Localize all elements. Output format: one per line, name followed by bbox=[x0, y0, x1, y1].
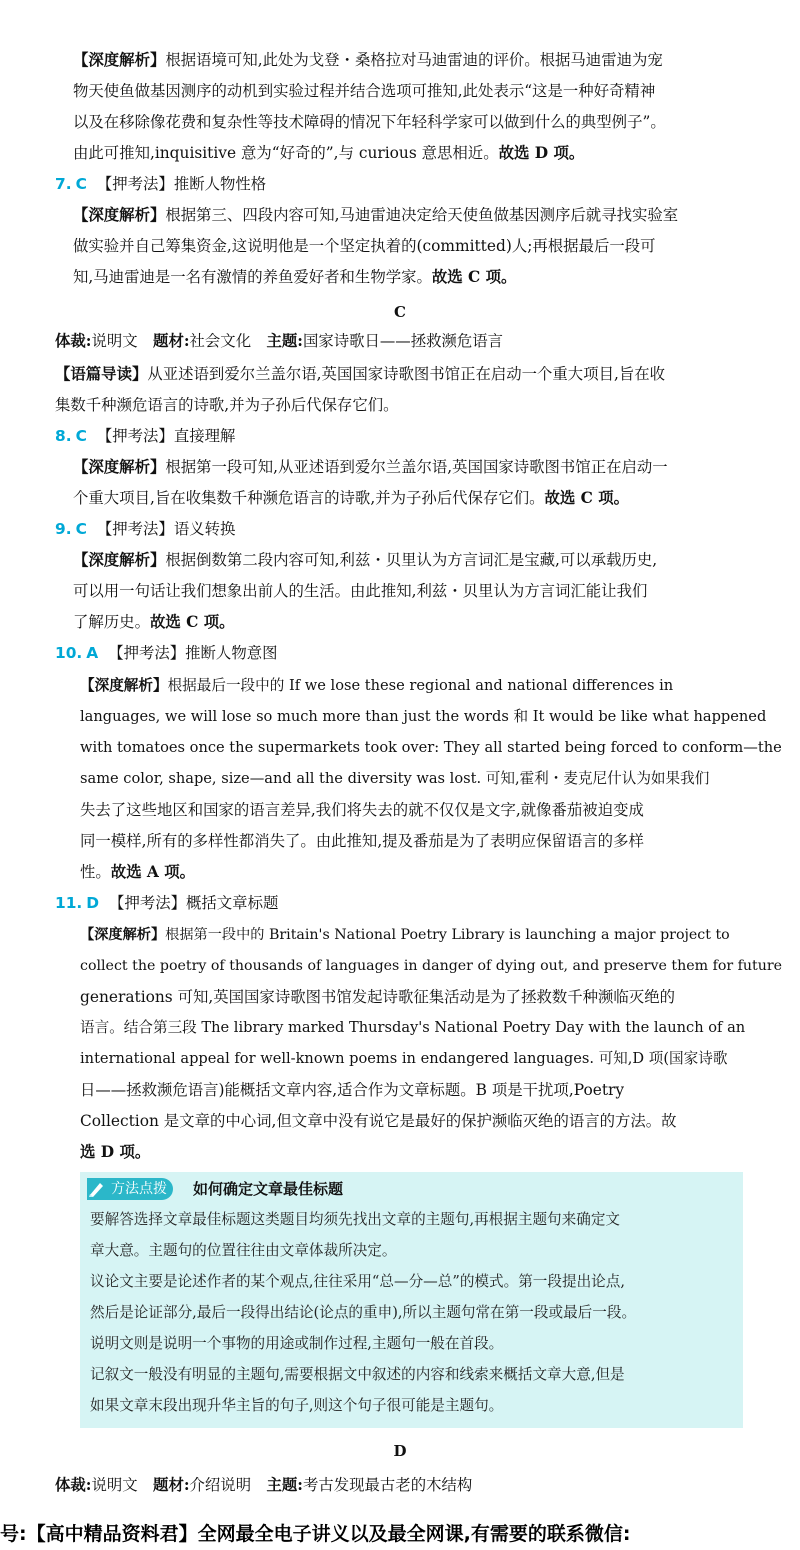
q11-analysis-line-1: 【深度解析】根据第一段中的 Britain's National Poetry Library is launching a major project to bbox=[80, 927, 730, 943]
section-c-guide-line-2: 集数千种濒危语言的诗歌,并为子孙后代保存它们。 bbox=[55, 396, 399, 414]
q11-method: 【押考法】概括文章标题 bbox=[109, 894, 279, 912]
method-tip-line-3: 议论文主要是论述作者的某个观点,往往采用“总—分—总”的模式。第一段提出论点, bbox=[90, 1273, 625, 1290]
q11-number: 11. bbox=[55, 894, 83, 912]
section-d-heading: D bbox=[393, 1442, 407, 1460]
q9-analysis-line-2: 可以用一句话让我们想象出前人的生活。由此推知,利兹・贝里认为方言词汇能让我们 bbox=[73, 582, 648, 600]
q10-analysis-line-1: 【深度解析】根据最后一段中的 If we lose these regional and national differences in bbox=[80, 677, 674, 694]
method-tip-line-4: 然后是论证部分,最后一段得出结论(论点的重申),所以主题句常在第一段或最后一段。 bbox=[90, 1304, 637, 1321]
q10-analysis-line-2: languages, we will lose so much more than just the words 和 It would be like what happened bbox=[80, 708, 767, 725]
q10-answer: A bbox=[86, 644, 99, 662]
method-tip-title: 如何确定文章最佳标题 bbox=[193, 1180, 344, 1198]
b-analysis-line-1: 【深度解析】根据语境可知,此处为戈登・桑格拉对马迪雷迪的评价。根据马迪雷迪为宠 bbox=[73, 51, 663, 69]
q9-analysis-line-3: 了解历史。故选 C 项。 bbox=[73, 613, 235, 631]
q7-analysis-line-1: 【深度解析】根据第三、四段内容可知,马迪雷迪决定给天使鱼做基因测序后就寻找实验室 bbox=[73, 206, 679, 224]
q9-analysis-line-1: 【深度解析】根据倒数第二段内容可知,利兹・贝里认为方言词汇是宝藏,可以承载历史, bbox=[73, 551, 658, 569]
q11-analysis-line-8: 选 D 项。 bbox=[80, 1143, 151, 1161]
q11-analysis-line-6: 日——拯救濒危语言)能概括文章内容,适合作为文章标题。B 项是干扰项,Poetry bbox=[80, 1081, 625, 1099]
b-analysis-line-3: 以及在移除像花费和复杂性等技术障碍的情况下年轻科学家可以做到什么的典型例子”。 bbox=[73, 113, 666, 131]
q11-analysis-line-5: international appeal for well-known poems in endangered languages. 可知,D 项(国家诗歌 bbox=[80, 1050, 728, 1067]
pen-icon bbox=[88, 1180, 108, 1198]
q10-analysis-line-3: with tomatoes once the supermarkets took over: They all started being forced to conform—the bbox=[80, 739, 782, 756]
q10-analysis-line-4: same color, shape, size—and all the diversity was lost. 可知,霍利・麦克尼什认为如果我们 bbox=[80, 770, 710, 787]
section-c-heading: C bbox=[394, 303, 406, 321]
section-c-meta: 体裁:说明文 题材:社会文化 主题:国家诗歌日——拯救濒危语言 bbox=[55, 332, 504, 350]
q8-analysis-line-1: 【深度解析】根据第一段可知,从亚述语到爱尔兰盖尔语,英国国家诗歌图书馆正在启动一 bbox=[73, 458, 668, 476]
q7-method: 【押考法】推断人物性格 bbox=[96, 175, 267, 193]
section-c-guide-line-1: 【语篇导读】从亚述语到爱尔兰盖尔语,英国国家诗歌图书馆正在启动一个重大项目,旨在收 bbox=[55, 365, 666, 383]
b-analysis-line-2: 物天使鱼做基因测序的动机到实验过程并结合选项可推知,此处表示“这是一种好奇精神 bbox=[73, 82, 656, 100]
q7-analysis-line-3: 知,马迪雷迪是一名有激情的养鱼爱好者和生物学家。故选 C 项。 bbox=[73, 268, 517, 286]
b-analysis-line-4: 由此可推知,inquisitive 意为“好奇的”,与 curious 意思相近。故选 D 项。 bbox=[73, 144, 585, 162]
q7-number: 7. bbox=[55, 175, 72, 193]
q8-method: 【押考法】直接理解 bbox=[96, 427, 236, 445]
method-tip-line-1: 要解答选择文章最佳标题这类题目均须先找出文章的主题句,再根据主题句来确定文 bbox=[90, 1211, 621, 1228]
q9-answer: C bbox=[75, 520, 87, 538]
q9-method: 【押考法】语义转换 bbox=[96, 520, 236, 538]
q11-answer: D bbox=[86, 894, 100, 912]
q11-analysis-line-3: generations 可知,英国国家诗歌图书馆发起诗歌征集活动是为了拯救数千种濒临灭绝的 bbox=[80, 988, 675, 1006]
q10-analysis-line-7: 性。故选 A 项。 bbox=[80, 863, 196, 881]
q10-number: 10. bbox=[55, 644, 83, 662]
q9-number: 9. bbox=[55, 520, 72, 538]
q11-analysis-line-7: Collection 是文章的中心词,但文章中没有说它是最好的保护濒临灭绝的语言的方法。故 bbox=[80, 1112, 677, 1130]
q9-header bbox=[55, 518, 235, 540]
q7-answer: C bbox=[75, 175, 87, 193]
q11-analysis-line-2: collect the poetry of thousands of languages in danger of dying out, and preserve them for future bbox=[80, 958, 783, 974]
q11-header bbox=[55, 892, 278, 914]
q7-header bbox=[55, 173, 266, 195]
q10-method: 【押考法】推断人物意图 bbox=[108, 644, 278, 662]
section-d-meta: 体裁:说明文 题材:介绍说明 主题:考古发现最古老的木结构 bbox=[55, 1476, 473, 1494]
method-tip-line-5: 说明文则是说明一个事物的用途或制作过程,主题句一般在首段。 bbox=[90, 1335, 504, 1352]
method-tip-line-7: 如果文章末段出现升华主旨的句子,则这个句子很可能是主题句。 bbox=[90, 1397, 504, 1414]
method-tip-line-2: 章大意。主题句的位置往往由文章体裁所决定。 bbox=[90, 1242, 397, 1259]
q8-analysis-line-2: 个重大项目,旨在收集数千种濒危语言的诗歌,并为子孙后代保存它们。故选 C 项。 bbox=[73, 489, 630, 507]
method-tip-line-6: 记叙文一般没有明显的主题句,需要根据文中叙述的内容和线索来概括文章大意,但是 bbox=[90, 1366, 625, 1383]
q11-analysis-line-4: 语言。结合第三段 The library marked Thursday's National Poetry Day with the launch of an bbox=[80, 1019, 746, 1036]
q8-header bbox=[55, 425, 235, 447]
q8-number: 8. bbox=[55, 427, 72, 445]
method-tip-tag: 方法点拨 bbox=[87, 1178, 173, 1200]
q8-answer: C bbox=[75, 427, 87, 445]
q7-analysis-line-2: 做实验并自己筹集资金,这说明他是一个坚定执着的(committed)人;再根据最后一段可 bbox=[73, 237, 656, 255]
footer-banner: 号:【高中精品资料君】全网最全电子讲义以及最全网课,有需要的联系微信: bbox=[0, 1523, 631, 1545]
q10-analysis-line-6: 同一模样,所有的多样性都消失了。由此推知,提及番茄是为了表明应保留语言的多样 bbox=[80, 832, 644, 850]
q10-analysis-line-5: 失去了这些地区和国家的语言差异,我们将失去的就不仅仅是文字,就像番茄被迫变成 bbox=[80, 801, 644, 819]
q10-header bbox=[55, 642, 278, 664]
